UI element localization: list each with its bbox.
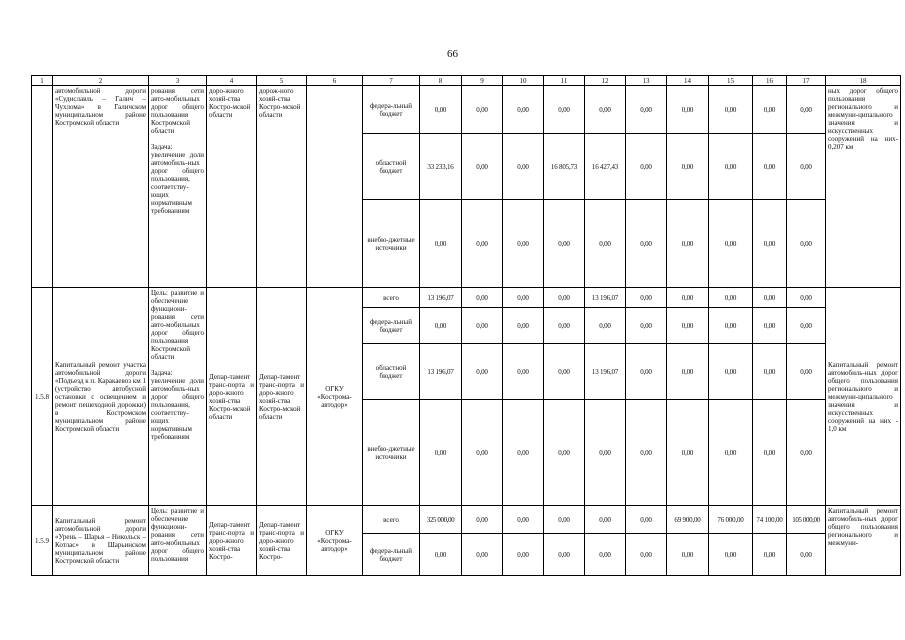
amount-cell: 0,00 [585,200,626,288]
amount-cell: 0,00 [787,288,826,308]
amount-cell: 16 427,43 [585,134,626,200]
header-cell: 16 [753,76,787,86]
amount-cell: 0,00 [709,134,753,200]
funding-source: внебю-джетные источники [363,400,420,506]
amount-cell: 0,00 [462,344,503,400]
amount-cell: 325 000,00 [420,506,462,534]
amount-cell: 0,00 [420,400,462,506]
amount-cell: 0,00 [709,308,753,344]
funding-source: всего [363,506,420,534]
amount-cell: 0,00 [709,200,753,288]
page-number: 66 [447,48,458,60]
amount-cell: 0,00 [503,400,544,506]
funding-source: федера-льный бюджет [363,534,420,576]
program-table [31,75,901,576]
executor: Депар-тамент транс-порта и доро-жного хозяй-ства Костро-мской области [257,288,307,506]
amount-cell: 0,00 [585,400,626,506]
amount-cell: 0,00 [626,200,667,288]
funding-source: федера-льный бюджет [363,86,420,134]
amount-cell: 0,00 [544,86,585,134]
header-cell: 1 [32,76,53,86]
amount-cell: 0,00 [503,344,544,400]
amount-cell: 0,00 [585,534,626,576]
amount-cell: 0,00 [503,308,544,344]
amount-cell: 0,00 [787,134,826,200]
amount-cell: 0,00 [753,288,787,308]
amount-cell: 0,00 [787,200,826,288]
amount-cell: 0,00 [626,86,667,134]
amount-cell: 0,00 [462,506,503,534]
amount-cell: 76 000,00 [709,506,753,534]
header-cell: 3 [149,76,207,86]
funding-source: областной бюджет [363,134,420,200]
amount-cell: 0,00 [544,400,585,506]
goal-task: рования сети авто-мобильных дорог общего пользования Костромской области Задача: увеличение доли автомобиль-ных дорог общего пользования, соответству-ющих нормативным требованиям [149,86,207,288]
target-indicator: Капитальный ремонт автомобиль-ных дорог общего пользования регионального и межмуни- [826,506,901,576]
header-cell: 6 [307,76,363,86]
amount-cell: 0,00 [544,344,585,400]
amount-cell: 0,00 [503,534,544,576]
amount-cell: 0,00 [503,86,544,134]
amount-cell: 0,00 [626,534,667,576]
amount-cell: 0,00 [709,288,753,308]
funding-source: федера-льный бюджет [363,308,420,344]
amount-cell: 0,00 [626,308,667,344]
amount-cell: 0,00 [753,86,787,134]
amount-cell: 0,00 [626,344,667,400]
amount-cell: 0,00 [709,344,753,400]
amount-cell: 69 900,00 [667,506,709,534]
amount-cell: 0,00 [753,400,787,506]
goal-task: Цель: развитие и обеспечение функциони-рования сети авто-мобильных дорог общего пользования [149,506,207,576]
amount-cell: 13 196,07 [420,344,462,400]
funding-source: всего [363,288,420,308]
amount-cell: 0,00 [462,400,503,506]
amount-cell: 0,00 [753,344,787,400]
amount-cell: 0,00 [787,534,826,576]
header-cell: 5 [257,76,307,86]
header-cell: 8 [420,76,462,86]
amount-cell: 0,00 [667,288,709,308]
amount-cell: 0,00 [626,400,667,506]
amount-cell: 0,00 [667,134,709,200]
amount-cell: 0,00 [420,308,462,344]
amount-cell: 0,00 [462,86,503,134]
row-number [32,86,53,288]
amount-cell: 0,00 [626,134,667,200]
amount-cell: 0,00 [420,86,462,134]
executor: дорож-ного хозяй-ства Костро-мской области [257,86,307,288]
participant: ОГКУ «Кострома-автодор» [307,506,363,576]
header-cell: 7 [363,76,420,86]
amount-cell: 0,00 [503,200,544,288]
amount-cell: 0,00 [667,308,709,344]
coordinator: Депар-тамент транс-порта и доро-жного хозяй-ства Костро- [207,506,257,576]
amount-cell: 0,00 [585,86,626,134]
amount-cell: 0,00 [462,308,503,344]
event-name: Капитальный ремонт участка автомобильной дороги «Подъезд к п. Каракаевоз км 1 (устройство автобусной остановки с освещением и ремонт пешеходной дорожки) в Костромском муниципальном районе Костромской области [53,288,149,506]
header-row [32,76,901,86]
amount-cell: 0,00 [420,534,462,576]
amount-cell: 0,00 [544,308,585,344]
table-row [32,288,901,308]
event-name: Капитальный ремонт автомобильной дороги «Урень – Шарья – Никольск –Котлас» в Шарьинском муниципальном районе Костромской области [53,506,149,576]
header-cell: 18 [826,76,901,86]
amount-cell: 0,00 [544,534,585,576]
amount-cell: 16 805,73 [544,134,585,200]
amount-cell: 0,00 [667,344,709,400]
amount-cell: 13 196,07 [585,288,626,308]
event-name: автомобильной дороги «Судиславль – Галич – Чухлома» в Галичском муниципальном районе Костромской области [53,86,149,288]
header-cell: 12 [585,76,626,86]
amount-cell: 0,00 [753,200,787,288]
amount-cell: 33 233,16 [420,134,462,200]
amount-cell: 0,00 [709,400,753,506]
participant: ОГКУ «Кострома-автодор» [307,288,363,506]
target-indicator: Капитальный ремонт автомобиль-ных дорог общего пользования регионального и межмуни-ципального значения и искусственных сооружений на них - 1,0 км [826,288,901,506]
amount-cell: 0,00 [503,288,544,308]
amount-cell: 0,00 [462,200,503,288]
header-cell: 17 [787,76,826,86]
amount-cell: 0,00 [544,506,585,534]
header-cell: 15 [709,76,753,86]
amount-cell: 0,00 [420,200,462,288]
amount-cell: 0,00 [787,344,826,400]
amount-cell: 0,00 [544,200,585,288]
amount-cell: 13 196,07 [420,288,462,308]
amount-cell: 0,00 [709,86,753,134]
table-row [32,86,901,134]
amount-cell: 0,00 [626,506,667,534]
header-cell: 10 [503,76,544,86]
header-cell: 14 [667,76,709,86]
amount-cell: 0,00 [667,400,709,506]
amount-cell: 0,00 [503,134,544,200]
header-cell: 4 [207,76,257,86]
amount-cell: 105 000,00 [787,506,826,534]
amount-cell: 0,00 [626,288,667,308]
row-number: 1.5.9 [32,506,53,576]
header-cell: 11 [544,76,585,86]
table-row [32,506,901,534]
coordinator: Депар-тамент транс-порта и доро-жного хозяй-ства Костро-мской области [207,288,257,506]
header-cell: 2 [53,76,149,86]
amount-cell: 0,00 [544,288,585,308]
amount-cell: 0,00 [753,134,787,200]
amount-cell: 0,00 [667,86,709,134]
funding-source: внебю-джетные источники [363,200,420,288]
header-cell: 9 [462,76,503,86]
participant [307,86,363,288]
amount-cell: 0,00 [585,308,626,344]
amount-cell: 0,00 [667,534,709,576]
executor: Депар-тамент транс-порта и доро-жного хозяй-ства Костро- [257,506,307,576]
amount-cell: 0,00 [753,308,787,344]
amount-cell: 0,00 [709,534,753,576]
amount-cell: 0,00 [667,200,709,288]
amount-cell: 0,00 [787,400,826,506]
funding-source: областной бюджет [363,344,420,400]
amount-cell: 74 100,00 [753,506,787,534]
amount-cell: 0,00 [462,534,503,576]
target-indicator: ных дорог общего пользования регионального и межмуни-ципального значения и искусственных сооружений на них- 0,207 км [826,86,901,288]
goal-task: Цель: развитие и обеспечение функциони-рования сети авто-мобильных дорог общего пользования Костромской области Задача: увеличение доли автомобиль-ных дорог общего пользования, соответству-ющих нормативным требованиям [149,288,207,506]
amount-cell: 13 196,07 [585,344,626,400]
amount-cell: 0,00 [462,134,503,200]
row-number: 1.5.8 [32,288,53,506]
coordinator: доро-жного хозяй-ства Костро-мской области [207,86,257,288]
amount-cell: 0,00 [787,308,826,344]
amount-cell: 0,00 [585,506,626,534]
amount-cell: 0,00 [503,506,544,534]
amount-cell: 0,00 [787,86,826,134]
amount-cell: 0,00 [462,288,503,308]
header-cell: 13 [626,76,667,86]
amount-cell: 0,00 [753,534,787,576]
